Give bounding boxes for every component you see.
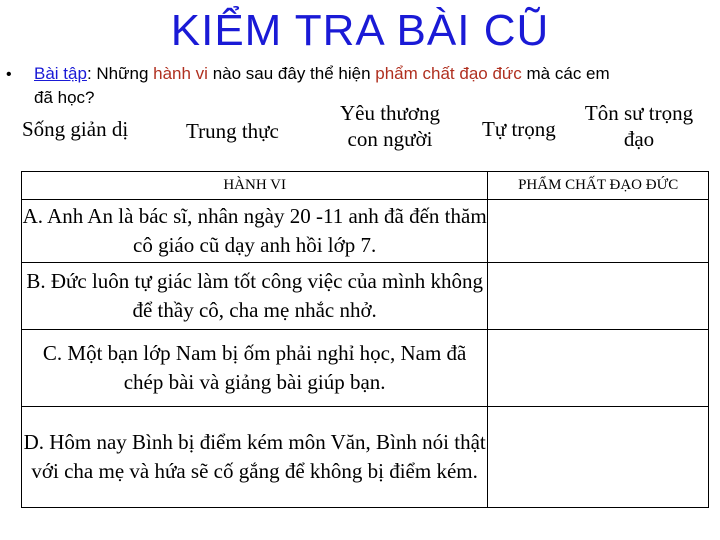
- option-tu-trong: Tự trọng: [482, 117, 556, 141]
- answer-cell-a[interactable]: [488, 200, 709, 263]
- option-ton-su: Tôn sư trọng đạo: [584, 101, 694, 151]
- exercise-label: Bài tập: [34, 64, 87, 83]
- answer-cell-d[interactable]: [488, 407, 709, 508]
- table-header-row: [22, 172, 709, 200]
- table-row: [22, 200, 709, 263]
- header-virtue: PHẨM CHẤT ĐẠO ĐỨC: [488, 172, 709, 200]
- header-behavior: HÀNH VI: [22, 172, 488, 200]
- option-song-gian-di: Sống giản dị: [22, 117, 129, 141]
- question-text-a: : Những: [86, 64, 154, 83]
- behavior-cell-d: D. Hôm nay Bình bị điểm kém môn Văn, Bình nói thật với cha mẹ và hứa sẽ cố gắng để không bị điểm kém.: [22, 407, 488, 508]
- behavior-cell-a: A. Anh An là bác sĩ, nhân ngày 20 -11 anh đã đến thăm cô giáo cũ dạy anh hồi lớp 7.: [22, 200, 488, 263]
- question-line-1: [34, 64, 610, 84]
- behavior-cell-b: B. Đức luôn tự giác làm tốt công việc của mình không để thầy cô, cha mẹ nhắc nhở.: [22, 263, 488, 330]
- question-text-c: mà các em: [521, 64, 610, 83]
- highlight-virtue: phẩm chất đạo đức: [375, 64, 522, 83]
- question-line-2: đã học?: [34, 88, 95, 107]
- slide-title: KIỂM TRA BÀI CŨ: [170, 6, 550, 55]
- answer-cell-b[interactable]: [488, 263, 709, 330]
- question-text-b: nào sau đây thể hiện: [207, 64, 376, 83]
- answer-cell-c[interactable]: [488, 330, 709, 407]
- option-trung-thuc: Trung thực: [186, 119, 279, 143]
- table-row: [22, 263, 709, 330]
- highlight-behavior: hành vi: [153, 64, 208, 83]
- behavior-table: [21, 171, 709, 508]
- bullet-marker: •: [6, 66, 12, 83]
- table-row: [22, 407, 709, 508]
- behavior-cell-c: C. Một bạn lớp Nam bị ốm phải nghỉ học, Nam đã chép bài và giảng bài giúp bạn.: [22, 330, 488, 407]
- table-row: [22, 330, 709, 407]
- option-yeu-thuong: Yêu thương con người: [339, 101, 441, 151]
